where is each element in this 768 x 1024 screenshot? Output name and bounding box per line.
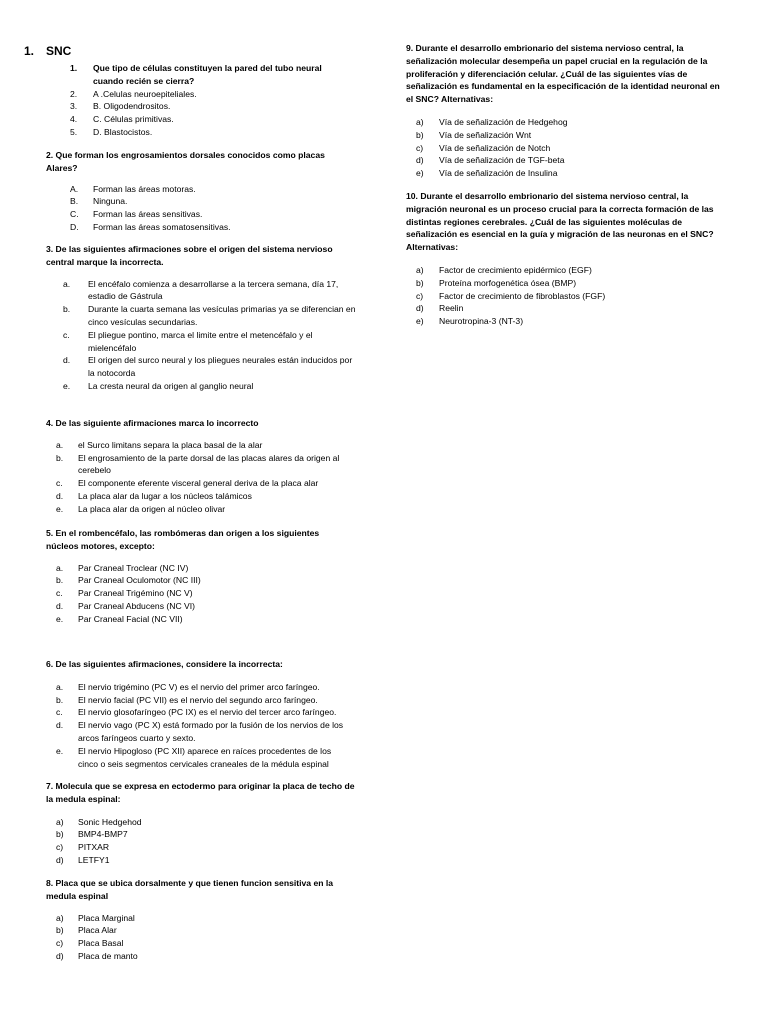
question-2 [46,149,346,234]
option [63,303,358,329]
option [56,719,352,745]
option-text: Placa Basal [78,938,124,949]
option-text: Par Craneal Troclear (NC IV) [78,562,189,573]
option [416,167,726,180]
option [416,302,726,315]
option-label: b. [56,452,64,463]
option-text: Durante la cuarta semana las vesículas primarias ya se diferencian en cinco vesículas secundarias. [88,304,356,327]
option [56,706,352,719]
option [416,142,726,155]
option [56,816,364,829]
option-text: Proteína morfogenética ósea (BMP) [439,277,577,288]
section-number: 1. [24,44,35,58]
option-label: c. [56,478,63,489]
option-text: El origen del surco neural y los pliegues neurales están inducidos por la notocorda [88,355,353,379]
option-label: a) [416,116,424,127]
option-text: El pliegue pontino, marca el limite entre el metencéfalo y el mielencéfalo [88,329,313,353]
option-text: Forman las áreas motoras. [93,183,196,194]
option-text: El nervio trigémino (PC V) es el nervio del primer arco faríngeo. [78,681,320,692]
option-label: e. [56,745,64,756]
option [416,116,726,129]
option-text: Neurotropina-3 (NT-3) [439,316,524,327]
option-text: Factor de crecimiento de fibroblastos (FGF) [439,290,606,301]
option-text: Placa de manto [78,950,138,961]
option [416,129,726,142]
option [416,264,726,277]
option-label: e) [416,168,424,179]
option-label: c) [56,938,64,949]
question-8-options [46,912,364,963]
option-text: El nervio facial (PC VII) es el nervio del segundo arco faríngeo. [78,694,318,705]
question-7-options [46,816,364,867]
option-label: e. [56,503,64,514]
option-text: El nervio vago (PC X) está formado por la fusión de los nervios de los arcos faríngeos cuarto y sexto. [78,720,344,743]
option [56,950,364,963]
option-label: a) [56,816,64,827]
option-text: Par Craneal Trigémino (NC V) [78,588,193,599]
option [56,694,352,707]
option-label: c. [56,707,63,718]
option-text: Vía de señalización Wnt [439,129,532,140]
option [70,88,350,101]
option-label: a. [56,562,64,573]
option-text: PITXAR [78,842,110,853]
option-text: LETFY1 [78,854,110,865]
option [70,100,350,113]
option-text: A .Celulas neuroepiteliales. [93,88,197,99]
option [63,380,358,393]
question-3-text: 3. De las siguientes afirmaciones sobre el origen del sistema nervioso central marque la incorrecta. [46,244,333,267]
option [56,439,356,452]
option [70,113,350,126]
option-label: b) [416,129,424,140]
option-text: Factor de crecimiento epidérmico (EGF) [439,264,592,275]
question-7 [46,780,364,867]
question-9 [406,42,726,180]
option [416,315,726,328]
option-text: Vía de señalización de Hedgehog [439,116,568,127]
question-9-options [406,116,726,180]
option-text: La placa alar da lugar a los núcleos talámicos [78,490,252,501]
question-4-text: 4. De las siguiente afirmaciones marca lo incorrecto [46,418,259,428]
option-label: b) [56,925,64,936]
option [56,574,346,587]
option-label: a) [416,264,424,275]
option [56,613,346,626]
option-text: Reelin [439,303,464,314]
option [56,745,352,771]
option [56,600,346,613]
option [56,490,356,503]
option-text: B. Oligodendrositos. [93,101,171,112]
option-label: d. [63,355,71,366]
option-text: el Surco limitans separa la placa basal de la alar [78,439,263,450]
question-1 [70,62,350,139]
option-label: d. [56,600,64,611]
option-label: d) [416,155,424,166]
question-8 [46,877,364,963]
option [70,126,350,139]
option-label: b) [416,277,424,288]
option-label: a. [56,681,64,692]
option-label: d) [56,950,64,961]
option-label: c) [416,290,424,301]
question-10-text: 10. Durante el desarrollo embrionario del sistema nervioso central, la migración neuronal es un proceso crucial para la correcta formación de las distintas regiones cerebrales. ¿Cuál de las siguientes moléculas de señalización es esencial en la guía y migración de las neuronas en el SNC? Alternativas: [406,191,714,253]
option [56,503,356,516]
option-label: 3. [70,101,78,112]
option-label: c) [56,842,64,853]
option-label: d) [56,854,64,865]
option-text: Sonic Hedgehod [78,816,142,827]
question-2-text: 2. Que forman los engrosamientos dorsales conocidos como placas Alares? [46,150,325,173]
option-label: 2. [70,88,78,99]
option-text: C. Células primitivas. [93,114,174,125]
option [56,924,364,937]
option-label: d. [56,490,64,501]
option-text: Forman las áreas somatosensitivas. [93,221,231,232]
option-label: 5. [70,126,78,137]
option [70,195,346,208]
option-label: c. [56,588,63,599]
option-text: El encéfalo comienza a desarrollarse a la tercera semana, día 17, estadio de Gástrula [88,278,339,302]
option-label: b) [56,829,64,840]
option [70,208,346,221]
option-text: El engrosamiento de la parte dorsal de las placas alares da origen al cerebelo [78,452,340,476]
question-6-options [46,681,352,771]
option [63,329,358,355]
option-label: a) [56,912,64,923]
option-text: El componente eferente visceral general deriva de la placa alar [78,478,319,489]
question-3 [46,243,356,393]
question-1-number: 1. [70,63,78,73]
question-2-options [46,183,346,234]
option [416,290,726,303]
option-label: b. [56,694,64,705]
option [56,937,364,950]
section-title [24,44,71,58]
option-text: Placa Alar [78,925,117,936]
option [56,562,346,575]
question-8-text: 8. Placa que se ubica dorsalmente y que tienen funcion sensitiva en la medula espinal [46,878,334,901]
option [56,912,364,925]
option-text: Ninguna. [93,196,128,207]
question-5-options [46,562,346,626]
question-5-text: 5. En el rombencéfalo, las rombómeras dan origen a los siguientes núcleos motores, excepto: [46,528,320,551]
option-text: Par Craneal Oculomotor (NC III) [78,575,201,586]
option-label: c. [63,329,70,340]
option-text: BMP4-BMP7 [78,829,128,840]
option-label: e. [56,613,64,624]
option-text: D. Blastocistos. [93,126,153,137]
option [70,221,346,234]
question-10-options [406,264,726,328]
question-6-text: 6. De las siguientes afirmaciones, considere la incorrecta: [46,659,283,669]
option-label: a. [63,278,71,289]
option-text: La placa alar da origen al núcleo olivar [78,503,226,514]
question-10 [406,190,726,328]
option [63,278,358,304]
option [56,828,364,841]
option-text: La cresta neural da origen al ganglio neural [88,380,254,391]
option-text: Vía de señalización de Notch [439,142,551,153]
option-label: e. [63,380,71,391]
option-label: b. [63,304,71,315]
option [56,587,346,600]
option [416,277,726,290]
option-text: El nervio glosofaríngeo (PC IX) es el nervio del tercer arco faríngeo. [78,707,337,718]
question-4 [46,417,358,516]
option-label: D. [70,221,79,232]
option-label: c) [416,142,424,153]
option-label: C. [70,209,79,220]
question-6 [46,658,364,770]
option-text: Vía de señalización de TGF-beta [439,155,565,166]
question-5 [46,527,346,626]
question-3-options [46,278,358,393]
option [70,183,346,196]
option-text: Par Craneal Facial (NC VII) [78,613,183,624]
option [63,354,358,380]
option-text: El nervio Hipogloso (PC XII) aparece en raíces procedentes de los cinco o seis segmentos cervicales craneales de la médula espinal [78,745,332,769]
option-text: Par Craneal Abducens (NC VI) [78,600,196,611]
option-label: d. [56,720,64,731]
option-label: B. [70,196,79,207]
question-9-text: 9. Durante el desarrollo embrionario del sistema nervioso central, la señalización molecular desempeña un papel crucial en la regulación de la proliferación y diferenciación celular. ¿Cuál de las siguientes vías de señalización es fundamental en la especificación de la identidad neuronal en el SNC? Alternativas: [406,43,720,105]
option-label: 4. [70,114,78,125]
option-text: Placa Marginal [78,912,135,923]
question-1-options [70,88,350,139]
option-text: Vía de señalización de Insulina [439,168,558,179]
option-label: A. [70,183,79,194]
option [56,477,356,490]
option [56,841,364,854]
option [56,854,364,867]
option-text: Forman las áreas sensitivas. [93,209,203,220]
option-label: d) [416,303,424,314]
option-label: b. [56,575,64,586]
section-title-text: SNC [46,44,72,58]
option-label: e) [416,316,424,327]
option-label: a. [56,439,64,450]
option [416,154,726,167]
question-1-text: Que tipo de células constituyen la pared del tubo neural cuando recién se cierra? [93,63,322,86]
option [56,452,356,478]
question-4-options [46,439,356,516]
question-7-text: 7. Molecula que se expresa en ectodermo para originar la placa de techo de la medula espinal: [46,781,355,804]
option [56,681,352,694]
